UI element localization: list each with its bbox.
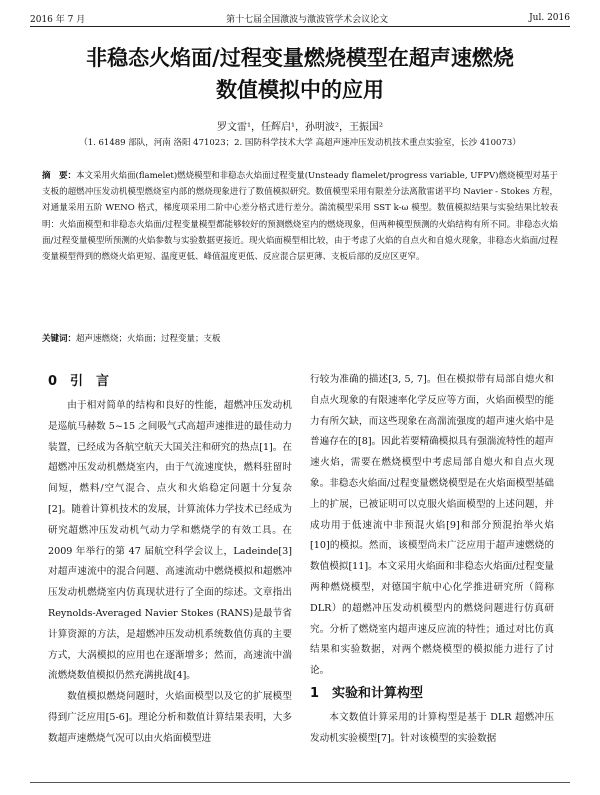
paper-title — [30, 42, 570, 106]
intro-paragraph-continued: 行较为准确的描述[3, 5, 7]。但在模拟带有局部自熄火和自点火现象的有限速率化学反应等方面，火焰面模型的能力有所欠缺，而这些现象在高湍流强度的超声速火焰中是普遍存在的[8]。因此若要精确模拟具有强湍流特性的超声速火焰，需要在燃烧模型中考虑局部自熄火和自点火现象。非稳态火焰面/过程变量燃烧模型是在火焰面模型基础上的扩展，已被证明可以克服火焰面模型的上述问题，并成功用于低速流中非预混火焰[9]和部分预混抬举火焰[10]的模拟。然而，该模型尚未广泛应用于超声速燃烧的数值模拟[11]。本文采用火焰面和非稳态火焰面/过程变量两种燃烧模型，对德国宇航中心化学推进研究所（简称 DLR）的超燃冲压发动机模型内的燃烧问题进行仿真研究。分析了燃烧室内超声速反应流的特性；通过对比仿真结果和实验数据，对两个燃烧模型的模拟能力进行了讨论。 — [310, 374, 554, 677]
intro-paragraph-2: 数值模拟燃烧问题时，火焰面模型以及它的扩展模型得到广泛应用[5-6]。理论分析和数值计算结果表明，大多数超声速燃烧气况可以由火焰面模型进 — [48, 691, 292, 744]
abstract-text: 本文采用火焰面(flamelet)燃烧模型和非稳态火焰面过程变量(Unsteady flamelet/progress variable, UFPV)燃烧模型对基于支板的超燃冲压发动机模型燃烧室内部的燃烧现象进行了数值模拟研究。数值模型采用有限差分法离散雷诺平均 Navier - Stokes 方程，对通量采用五阶 WENO 格式，梯度项采用二阶中心差分格式进行差分。湍流模型采用 SST k-ω 模型。数值模拟结果与实验结果比较表明：火焰面模型和非稳态火焰面/过程变量模型都能够较好的预测燃烧室内的燃烧现象，但两种模型预测的火焰结构有所不同。非稳态火焰面/过程变量模型所预测的火焰参数与实验数据更接近。现火焰面模型相比较，由于考虑了火焰的自点火和自熄火现象，非稳态火焰面/过程变量模型得到的燃烧火焰更短、温度更低、峰值温度更低、反应混合层更薄、支板后部的反应区更窄。 — [42, 171, 558, 263]
section-0-heading: 0 引 言 — [48, 374, 110, 389]
left-column — [48, 370, 292, 750]
right-column — [310, 370, 554, 750]
header-date: 2016 年 7 月 — [30, 14, 86, 25]
header-conference: 第十七届全国激波与激波管学术会议论文 — [226, 14, 389, 25]
authors: 罗文雷¹，任辉启¹，孙明波²，王振国² — [216, 122, 384, 133]
keywords — [42, 332, 558, 344]
header-date-en: Jul. 2016 — [529, 13, 570, 23]
title-line-2: 数值模拟中的应用 — [216, 78, 384, 102]
footer-rule — [30, 782, 570, 795]
running-header — [30, 10, 570, 27]
section-1-heading: 1 实验和计算构型 — [310, 685, 424, 701]
intro-paragraph-1: 由于相对简单的结构和良好的性能，超燃冲压发动机是巡航马赫数 5~15 之间吸气式高超声速推进的最佳动力装置，已经成为各航空航天大国关注和研究的热点[1]。在超燃冲压发动机燃烧室内，由于气流速度快，燃料驻留时间短，燃料/空气混合、点火和火焰稳定问题十分复杂[2]。随着计算机技术的发展，计算流体力学技术已经成为研究超燃冲压发动机气动力学和燃烧学的有效工具。在 2009 年举行的第 47 届航空科学会议上，Ladeinde[3]对超声速流中的混合问题、高速流动中燃烧模拟和超燃冲压发动机燃烧室内仿真现状进行了全面的综述。文章指出 Reynolds-Averaged Navier Stokes (RANS)是最节省计算资源的方法，是超燃冲压发动机系统数值仿真的主要方式，大涡模拟的应用也在逐渐增多；然而，高速流中湍流燃烧数值模拟仍然充满挑战[4]。 — [48, 400, 292, 682]
title-line-1: 非稳态火焰面/过程变量燃烧模型在超声速燃烧 — [86, 46, 514, 70]
abstract — [42, 168, 558, 265]
affiliation: （1. 61489 部队，河南 洛阳 471023；2. 国防科学技术大学 高超声速冲压发动机技术重点实验室，长沙 410073） — [79, 138, 521, 148]
keywords-text: 超声速燃烧；火焰面；过程变量；支板 — [76, 334, 221, 344]
keywords-label: 关键词： — [42, 334, 77, 344]
abstract-label: 摘 要： — [42, 171, 77, 181]
section-1-paragraph: 本文数值计算采用的计算构型是基于 DLR 超燃冲压发动机实验模型[7]。针对该模型的实验数据 — [310, 711, 554, 744]
